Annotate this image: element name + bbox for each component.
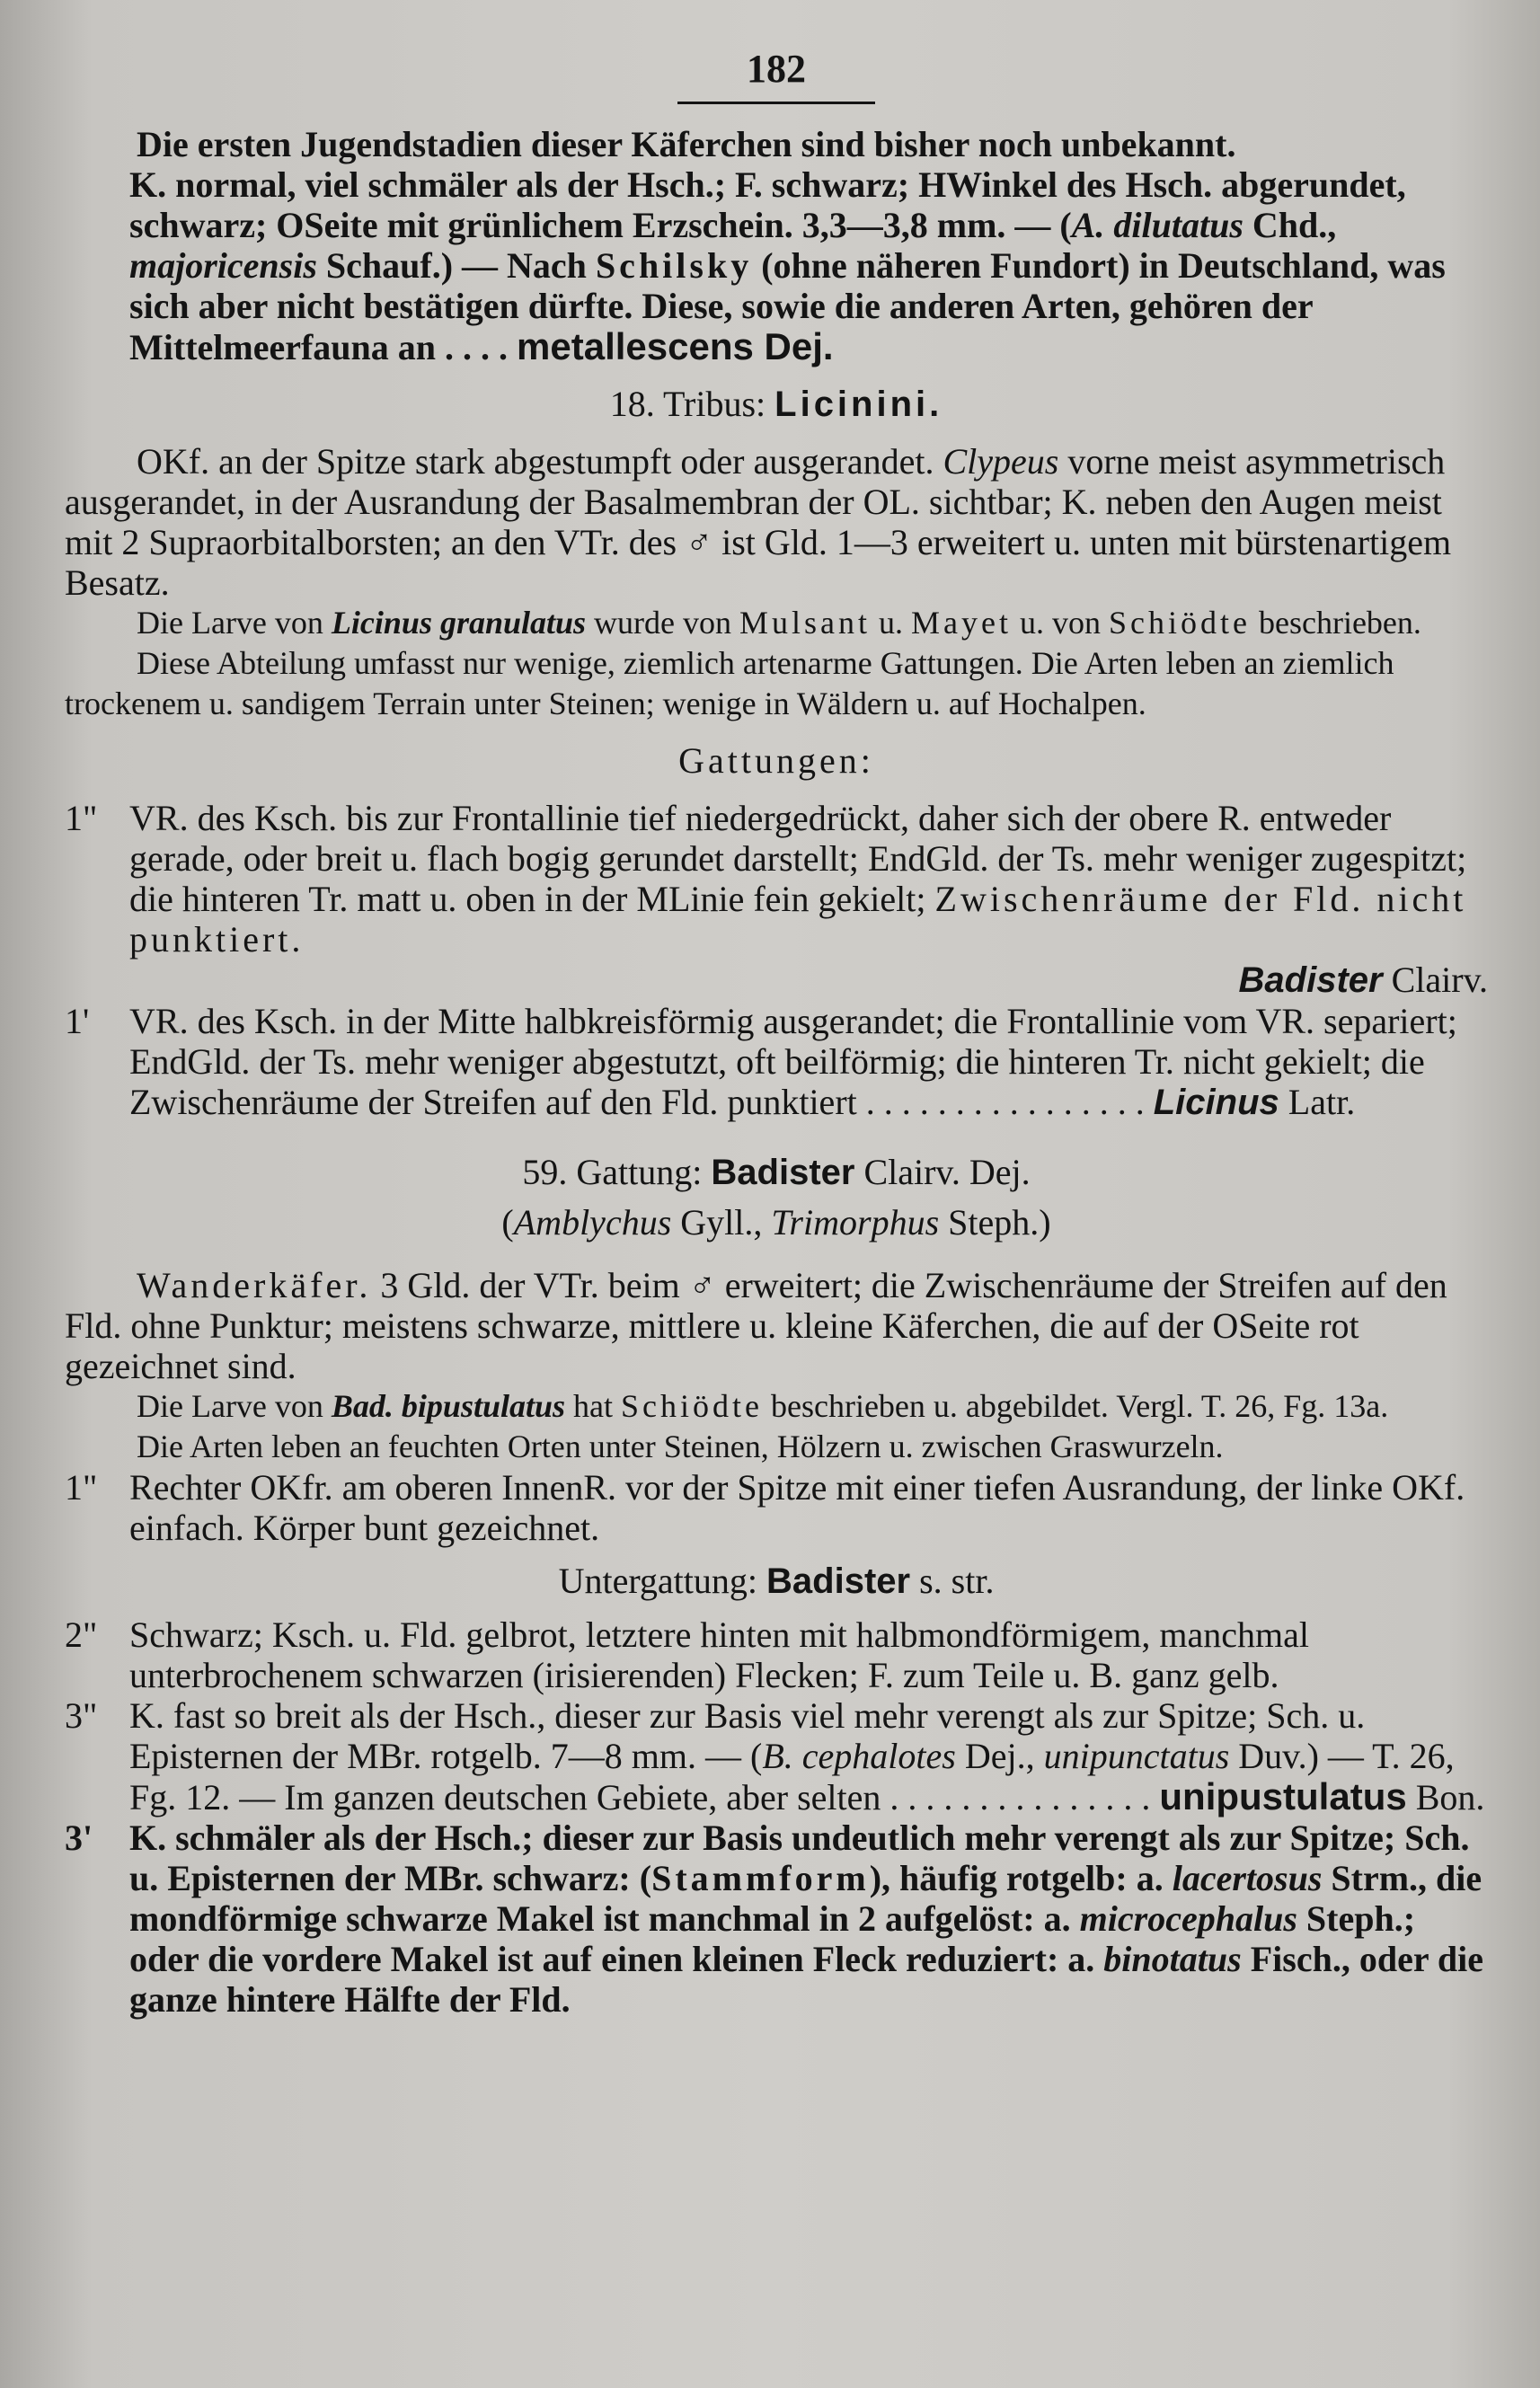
- key-couplet-1b: 1' VR. des Ksch. in der Mitte halbkreisförmig ausgerandet; die Frontallinie vom VR. separiert; EndGld. der Ts. mehr weniger abgestutzt, oft beilförmig; die hinteren Tr. nicht gekielt; die Zwischenräume der Streifen auf den Fld. punktiert . . . . . . . . . . . . . . . . Licinus Latr.: [65, 1001, 1457, 1122]
- tribus-habitat-note: Diese Abteilung umfasst nur wenige, ziemlich artenarme Gattungen. Die Arten leben an ziemlich trockenem u. sandigem Terrain unter Steinen; wenige in Wäldern u. auf Hochalpen.: [65, 645, 1394, 721]
- tribus-heading: 18. Tribus: Licinini.: [609, 384, 943, 424]
- key-couplet: 3' K. schmäler als der Hsch.; dieser zur Basis undeutlich mehr verengt als zur Spitze; Sch. u. Episternen der MBr. schwarz: (Stammform), häufig rotgelb: a. lacertosus Strm., die mondförmige schwarze Makel ist manchmal in 2 aufgelöst: a. microcephalus Steph.; oder die vordere Makel ist auf einen kleinen Fleck reduziert: a. binotatus Fisch., oder die ganze hintere Hälfte der Fld.: [65, 1818, 1483, 2020]
- gattungen-heading: Gattungen:: [678, 740, 874, 781]
- key-couplet: 3" K. fast so breit als der Hsch., dieser zur Basis viel mehr verengt als zur Spitze; Sch. u. Episternen der MBr. rotgelb. 7—8 mm. — (B. cephalotes Dej., unipunctatus Duv.) — T. 26, Fg. 12. — Im ganzen deutschen Gebiete, aber selten . . . . . . . . . . . . . . . unipustulatus Bon.: [65, 1695, 1485, 1818]
- key-couplet-1a: 1" VR. des Ksch. bis zur Frontallinie tief niedergedrückt, daher sich der obere R. entweder gerade, oder breit u. flach bogig gerundet darstellt; EndGld. der Ts. mehr weniger zugespitzt; die hinteren Tr. matt u. oben in der MLinie fein gekielt; Zwischenräume der Fld. nicht punktiert. Badister Clairv.: [65, 798, 1488, 1000]
- species-key-first: [65, 1467, 1488, 1548]
- intro-paragraph: K. normal, viel schmäler als der Hsch.; F. schwarz; HWinkel des Hsch. abgerundet, schwarz; OSeite mit grünlichem Erzschein. 3,3—3,8 mm. — (A. dilutatus Chd., majoricensis Schauf.) — Nach Schilsky (ohne näheren Fundort) in Deutschland, was sich aber nicht bestätigen dürfte. Diese, sowie die anderen Arten, gehören der Mittelmeerfauna an . . . . metallescens Dej.: [129, 164, 1446, 367]
- genus-name: Badister: [1238, 960, 1383, 1000]
- key-couplet: 1" Rechter OKfr. am oberen InnenR. vor der Spitze mit einer tiefen Ausrandung, der linke OKf. einfach. Körper bunt gezeichnet.: [65, 1467, 1465, 1548]
- genus-habitat-note: Die Arten leben an feuchten Orten unter Steinen, Hölzern u. zwischen Graswurzeln.: [137, 1428, 1224, 1464]
- species-name: unipustulatus: [1159, 1775, 1407, 1818]
- page-number: 182: [747, 47, 806, 91]
- genus-name: Licinus: [1153, 1083, 1279, 1122]
- species-name: metallescens Dej.: [517, 325, 834, 367]
- genus-key: [65, 798, 1488, 1123]
- intro-first-line: Die ersten Jugendstadien dieser Käferchen sind bisher noch unbekannt.: [137, 124, 1236, 164]
- tribus-larva-note: Die Larve von Licinus granulatus wurde von Mulsant u. Mayet u. von Schiödte beschrieben.: [137, 605, 1421, 641]
- page-number-rule: [677, 102, 875, 104]
- genus-larva-note: Die Larve von Bad. bipustulatus hat Schiödte beschrieben u. abgebildet. Vergl. T. 26, Fg. 13a.: [137, 1388, 1389, 1424]
- tribus-description: OKf. an der Spitze stark abgestumpft oder ausgerandet. Clypeus vorne meist asymmetrisch ausgerandet, in der Ausrandung der Basalmembran der OL. sichtbar; K. neben den Augen meist mit 2 Supraorbitalborsten; an den VTr. des ♂ ist Gld. 1—3 erweitert u. unten mit bürstenartigem Besatz.: [65, 441, 1452, 603]
- species-key: [65, 1614, 1488, 2020]
- genus-description: Wanderkäfer. 3 Gld. der VTr. beim ♂ erweitert; die Zwischenräume der Streifen auf den Fld. ohne Punktur; meistens schwarze, mittlere u. kleine Käferchen, die auf der OSeite rot gezeichnet sind.: [65, 1265, 1447, 1386]
- genus-heading: 59. Gattung: Badister Clairv. Dej.: [522, 1152, 1031, 1192]
- genus-synonyms: (Amblychus Gyll., Trimorphus Steph.): [501, 1202, 1051, 1243]
- key-couplet: 2" Schwarz; Ksch. u. Fld. gelbrot, letztere hinten mit halbmondförmigem, manchmal unterbrochenem schwarzen (irisierenden) Flecken; F. zum Teile u. B. ganz gelb.: [65, 1614, 1310, 1695]
- subgenus-heading: Untergattung: Badister s. str.: [558, 1561, 995, 1601]
